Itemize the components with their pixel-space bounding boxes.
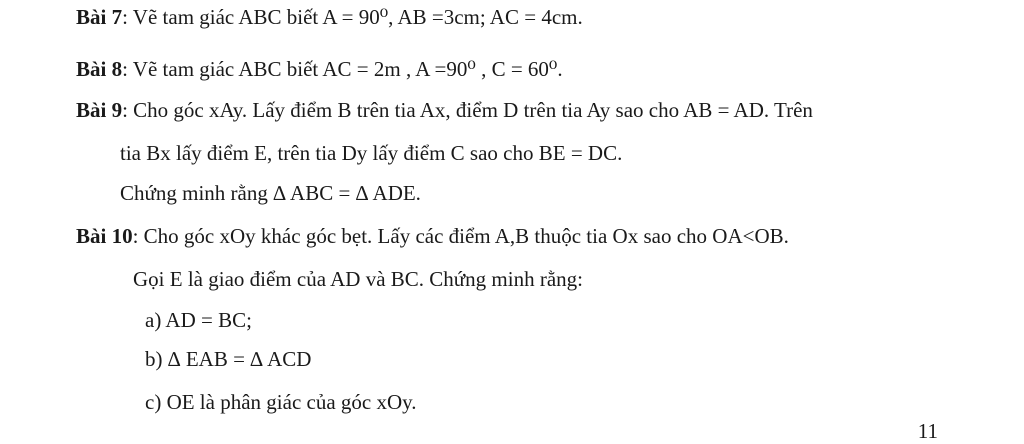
exercise-10-text-1: : Cho góc xOy khác góc bẹt. Lấy các điểm A,B thuộc tia Ox sao cho OA<OB. xyxy=(132,224,789,248)
exercise-10-label: Bài 10 xyxy=(76,224,133,248)
exercise-9-text-3: Chứng minh rằng ∆ ABC = ∆ ADE. xyxy=(120,181,421,205)
exercise-7-label: Bài 7 xyxy=(76,5,123,29)
exercise-10-part-a xyxy=(145,307,252,333)
exercise-9-line-3 xyxy=(120,180,421,206)
exercise-9-text-2: tia Bx lấy điểm E, trên tia Dy lấy điểm C sao cho BE = DC. xyxy=(120,141,623,165)
exercise-8-text: : Vẽ tam giác ABC biết AC = 2m , A =90⁰ , C = 60⁰. xyxy=(122,57,563,81)
exercise-8-line-1 xyxy=(76,56,563,82)
exercise-10-text-a: a) AD = BC; xyxy=(145,308,252,332)
exercise-10-part-b xyxy=(145,346,311,372)
exercise-10-text-2: Gọi E là giao điểm của AD và BC. Chứng minh rằng: xyxy=(133,267,583,291)
exercise-9-line-1 xyxy=(76,97,813,123)
exercise-10-part-c xyxy=(145,389,417,415)
exercise-10-text-b: b) ∆ EAB = ∆ ACD xyxy=(145,347,312,371)
exercise-9-line-2 xyxy=(120,140,622,166)
exercise-8-label: Bài 8 xyxy=(76,57,123,81)
exercise-10-line-1 xyxy=(76,223,789,249)
exercise-10-line-2 xyxy=(133,266,583,292)
exercise-9-text-1: : Cho góc xAy. Lấy điểm B trên tia Ax, điểm D trên tia Ay sao cho AB = AD. Trên xyxy=(122,98,813,122)
exercise-7-text: : Vẽ tam giác ABC biết A = 90⁰, AB =3cm; AC = 4cm. xyxy=(122,5,583,29)
page-number: 11 xyxy=(917,419,938,443)
exercise-10-text-c: c) OE là phân giác của góc xOy. xyxy=(145,390,417,414)
exercise-9-label: Bài 9 xyxy=(76,98,123,122)
exercise-7-line-1 xyxy=(76,4,583,30)
